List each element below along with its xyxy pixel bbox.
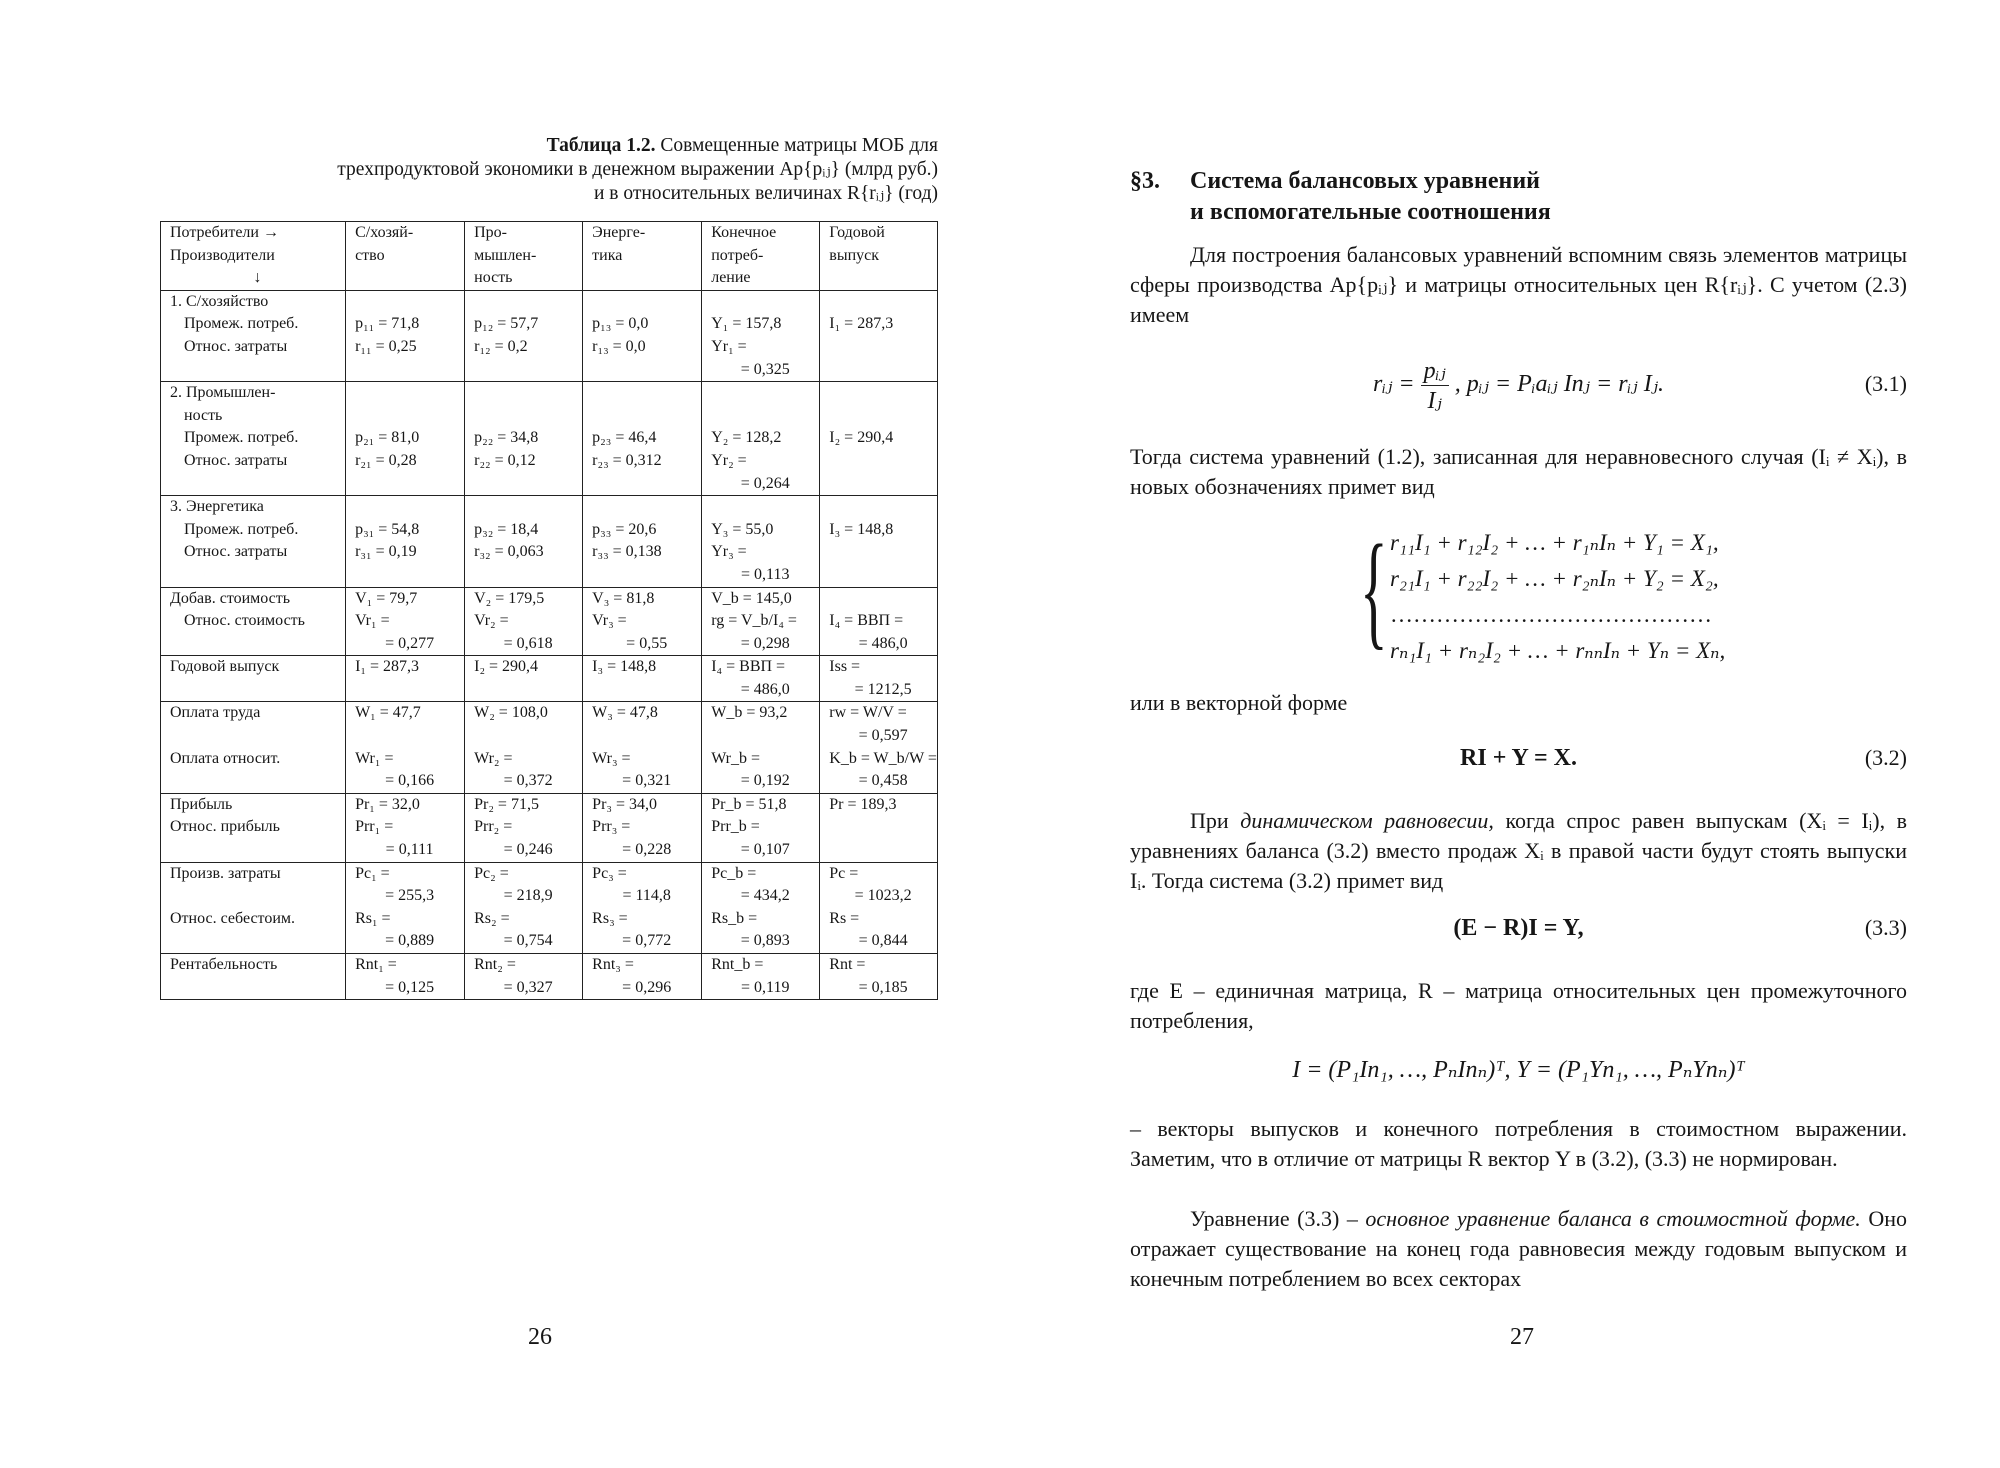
table-row-profit [161, 793, 938, 862]
table-cell: W₂ = 108,0 Wr₂ = = 0,372 [465, 702, 583, 793]
equation-number: (3.3) [1864, 915, 1907, 940]
row-label: 3. Энергетика Промеж. потреб. Относ. затраты [161, 496, 346, 587]
table-cell: Pr = 189,3 [820, 793, 938, 862]
table-cell: p₃₂ = 18,4 r₃₂ = 0,063 [465, 496, 583, 587]
table-row-wages [161, 702, 938, 793]
table-cell: p₂₂ = 34,8 r₂₂ = 0,12 [465, 382, 583, 496]
table-cell: p₁₁ = 71,8 r₁₁ = 0,25 [346, 290, 465, 381]
eq31-rhs: , pᵢⱼ = Pᵢaᵢⱼ Inⱼ = rᵢⱼ Iⱼ. [1454, 371, 1665, 398]
system-line: rₙ₁I₁ + rₙ₂I₂ + … + rₙₙIₙ + Yₙ = Xₙ, [1390, 638, 1726, 663]
term-main-balance-equation: основное уравнение баланса в стоимостной форме. [1365, 1206, 1861, 1231]
table-cell: Pc₂ = = 218,9 Rs₂ = = 0,754 [465, 862, 583, 953]
equation-3-3 [1130, 915, 1907, 955]
caption-label: Таблица 1.2. [546, 135, 656, 156]
paragraph-intro: Для построения балансовых уравнений вспомним связь элементов матрицы сферы производства Ap{pᵢⱼ} и матрицы относительных цен R{rᵢⱼ}. С учетом (2.3) имеем [1130, 242, 1907, 327]
mob-table [160, 221, 938, 1000]
eq-vectors-body: I = (P₁In₁, …, PₙInₙ)ᵀ, Y = (P₁Yn₁, …, PₙYnₙ)ᵀ [1292, 1057, 1745, 1083]
row-label: Добав. стоимость Относ. стоимость [161, 587, 346, 656]
section-title-line2: и вспомогательные соотношения [1190, 199, 1551, 225]
table-cell: p₂₁ = 81,0 r₂₁ = 0,28 [346, 382, 465, 496]
table-cell: W_b = 93,2 Wr_b = = 0,192 [702, 702, 820, 793]
table-cell: V₃ = 81,8 Vr₃ = = 0,55 [583, 587, 702, 656]
caption-line1: Совмещенные матрицы МОБ для [655, 135, 938, 156]
table-cell: I₄ = ВВП = = 486,0 [702, 656, 820, 702]
paragraph-system-intro: Тогда система уравнений (1.2), записанная для неравновесного случая (Iᵢ ≠ Xᵢ), в новых обозначениях примет вид [1130, 444, 1907, 499]
eq33-body: (E − R)I = Y, [1453, 915, 1584, 941]
table-cell: Rnt₁ = = 0,125 [346, 954, 465, 1000]
table-cell: I₃ = 148,8 [820, 496, 938, 587]
table-cell: Pc = = 1023,2 Rs = = 0,844 [820, 862, 938, 953]
equation-system [1360, 519, 1910, 669]
page-number: 26 [528, 1324, 552, 1350]
table-cell: Pc₁ = = 255,3 Rs₁ = = 0,889 [346, 862, 465, 953]
table-cell: p₂₃ = 46,4 r₂₃ = 0,312 [583, 382, 702, 496]
table-cell: W₃ = 47,8 Wr₃ = = 0,321 [583, 702, 702, 793]
table-cell: W₁ = 47,7 Wr₁ = = 0,166 [346, 702, 465, 793]
header-final-consumption: Конечное потреб- ление [702, 222, 820, 291]
equation-3-2 [1130, 745, 1907, 785]
table-cell: I₁ = 287,3 [346, 656, 465, 702]
header-consumers-producers: Потребители → Производители ↓ [161, 222, 346, 291]
system-line: r₁₁I₁ + r₁₂I₂ + … + r₁ₙIₙ + Y₁ = X₁, [1390, 530, 1719, 555]
row-label: Рентабельность [161, 954, 346, 1000]
table-cell: p₁₂ = 57,7 r₁₂ = 0,2 [465, 290, 583, 381]
table-row-energy [161, 496, 938, 587]
header-agriculture: С/хозяй- ство [346, 222, 465, 291]
row-label: 1. С/хозяйство Промеж. потреб. Относ. затраты [161, 290, 346, 381]
equation-3-1 [1130, 356, 1907, 416]
section-number: §3. [1130, 168, 1160, 194]
equation-number: (3.2) [1864, 745, 1907, 770]
paragraph-dynamic-equilibrium: При динамическом равновесии, когда спрос равен выпускам (Xᵢ = Iᵢ), в уравнениях баланса (3.2) вместо продаж Xᵢ в правой части будут стоять выпуски Iᵢ. Тогда система (3.2) примет вид [1130, 808, 1908, 893]
table-cell: Pr_b = 51,8 Prr_b = = 0,107 [702, 793, 820, 862]
table-cell: I₂ = 290,4 [820, 382, 938, 496]
table-cell: I₃ = 148,8 [583, 656, 702, 702]
table-cell: I₂ = 290,4 [465, 656, 583, 702]
table-cell: Rnt = = 0,185 [820, 954, 938, 1000]
row-label: Годовой выпуск [161, 656, 346, 702]
paragraph-main-equation: Уравнение (3.3) – основное уравнение баланса в стоимостной форме. Оно отражает существование на конец года равновесия между годовым выпуском и конечным потреблением во всех секторах [1130, 1206, 1907, 1291]
eq31-denominator: Iⱼ [1427, 388, 1442, 414]
table-cell: Y₂ = 128,2 Yr₂ = = 0,264 [702, 382, 820, 496]
row-label: Произв. затраты Относ. себестоим. [161, 862, 346, 953]
system-line: …………………………………… [1390, 602, 1712, 627]
table-cell: V₂ = 179,5 Vr₂ = = 0,618 [465, 587, 583, 656]
table-cell: Pr₃ = 34,0 Prr₃ = = 0,228 [583, 793, 702, 862]
eq32-body: RI + Y = X. [1460, 745, 1577, 771]
header-energy: Энерге- тика [583, 222, 702, 291]
table-row-profitability [161, 954, 938, 1000]
row-label: Оплата труда Оплата относит. [161, 702, 346, 793]
equation-vectors [1130, 1055, 1907, 1095]
table-cell: I₁ = 287,3 [820, 290, 938, 381]
table-cell: V_b = 145,0 rg = V_b/I₄ = = 0,298 [702, 587, 820, 656]
table-row-costs [161, 862, 938, 953]
table-row-agriculture [161, 290, 938, 381]
right-page [1000, 0, 2000, 1468]
table-cell: Iss = = 1212,5 [820, 656, 938, 702]
eq31-numerator: pᵢⱼ [1421, 356, 1449, 386]
table-cell: p₃₁ = 54,8 r₃₁ = 0,19 [346, 496, 465, 587]
table-cell: Pr₂ = 71,5 Prr₂ = = 0,246 [465, 793, 583, 862]
system-line: r₂₁I₁ + r₂₂I₂ + … + r₂ₙIₙ + Y₂ = X₂, [1390, 566, 1719, 591]
paragraph-definitions: где E – единичная матрица, R – матрица относительных цен промежуточного потребления, [1130, 978, 1907, 1033]
table-caption [150, 134, 938, 206]
header-annual-output: Годовой выпуск [820, 222, 938, 291]
table-row-added-value [161, 587, 938, 656]
caption-line2: трехпродуктовой экономики в денежном выражении Ap{pᵢⱼ} (млрд руб.) [337, 159, 938, 180]
section-title [1130, 166, 1551, 228]
table-cell: p₃₃ = 20,6 r₃₃ = 0,138 [583, 496, 702, 587]
table-cell: V₁ = 79,7 Vr₁ = = 0,277 [346, 587, 465, 656]
left-brace-icon: { [1360, 519, 1388, 661]
table-row-industry [161, 382, 938, 496]
table-cell: Rnt₃ = = 0,296 [583, 954, 702, 1000]
table-cell: Pc_b = = 434,2 Rs_b = = 0,893 [702, 862, 820, 953]
table-header-row [161, 222, 938, 291]
table-cell: Y₁ = 157,8 Yr₁ = = 0,325 [702, 290, 820, 381]
page-number: 27 [1510, 1324, 1534, 1350]
row-label: Прибыль Относ. прибыль [161, 793, 346, 862]
table-cell: p₁₃ = 0,0 r₁₃ = 0,0 [583, 290, 702, 381]
eq31-fraction [1421, 356, 1449, 415]
table-cell: Pc₃ = = 114,8 Rs₃ = = 0,772 [583, 862, 702, 953]
table-cell: Pr₁ = 32,0 Prr₁ = = 0,111 [346, 793, 465, 862]
caption-line3: и в относительных величинах R{rᵢⱼ} (год) [593, 183, 938, 204]
section-title-line1: Система балансовых уравнений [1190, 168, 1540, 194]
paragraph-vector-form: или в векторной форме [1130, 690, 1348, 715]
header-industry: Про- мышлен- ность [465, 222, 583, 291]
table-row-annual-output [161, 656, 938, 702]
equation-number: (3.1) [1864, 371, 1907, 396]
eq31-lhs: rᵢⱼ = [1372, 371, 1415, 398]
table-cell: Rnt_b = = 0,119 [702, 954, 820, 1000]
table-cell: I₄ = ВВП = = 486,0 [820, 587, 938, 656]
table-cell: Y₃ = 55,0 Yr₃ = = 0,113 [702, 496, 820, 587]
table-cell: Rnt₂ = = 0,327 [465, 954, 583, 1000]
table-cell: rw = W/V = = 0,597 K_b = W_b/W = = 0,458 [820, 702, 938, 793]
term-dynamic-equilibrium: динамическом равновесии, [1240, 808, 1494, 833]
row-label: 2. Промышлен- ность Промеж. потреб. Относ. затраты [161, 382, 346, 496]
paragraph-vectors-note: – векторы выпусков и конечного потребления в стоимостном выражении. Заметим, что в отличие от матрицы R вектор Y в (3.2), (3.3) не нормирован. [1130, 1116, 1907, 1171]
